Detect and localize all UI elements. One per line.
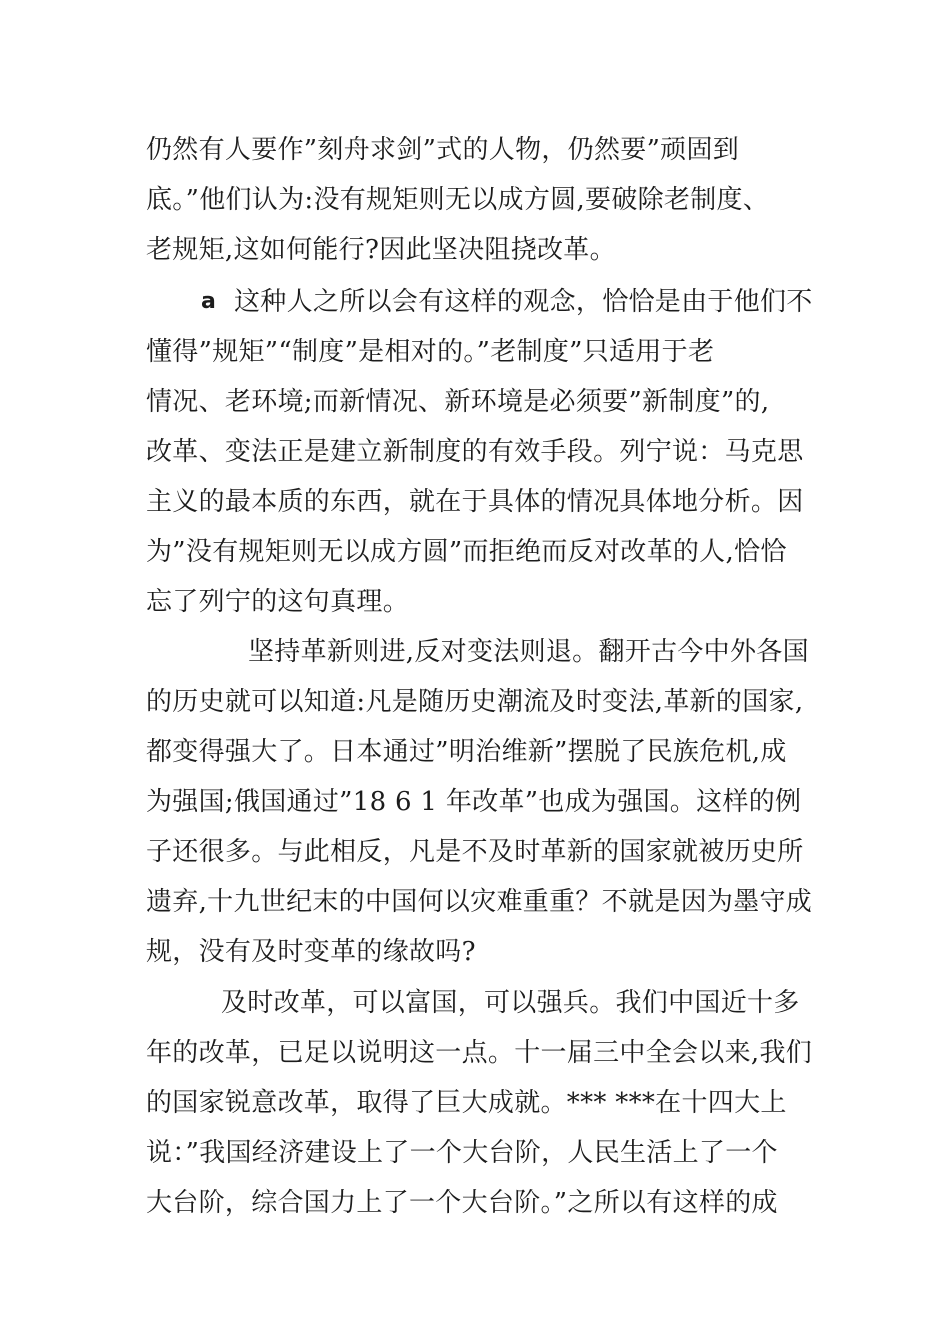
text-line: 及时改革，可以富国，可以强兵。我们中国近十多 <box>221 988 800 1018</box>
text-line: 年的改革，已足以说明这一点。十一届三中全会以来,我们 <box>146 1038 813 1068</box>
text-line: 大台阶，综合国力上了一个大台阶。”之所以有这样的成 <box>146 1188 778 1218</box>
text-line: 底。”他们认为:没有规矩则无以成方圆,要破除老制度、 <box>146 185 770 215</box>
text-line: 情况、老环境;而新情况、新环境是必须要”新制度”的, <box>146 387 770 417</box>
text-line: 都变得强大了。日本通过”明治维新”摆脱了民族危机,成 <box>146 737 787 767</box>
text-line: 子还很多。与此相反，凡是不及时革新的国家就被历史所 <box>146 837 804 867</box>
text-line: 坚持革新则进,反对变法则退。翻开古今中外各国 <box>248 637 809 667</box>
text-line: 主义的最本质的东西，就在于具体的情况具体地分析。因 <box>146 487 804 517</box>
text-line: 改革、变法正是建立新制度的有效手段。列宁说：马克思 <box>146 437 804 467</box>
text-line: 懂得”规矩”“制度”是相对的。”老制度”只适用于老 <box>146 337 715 367</box>
paragraph-marker: a <box>201 289 216 314</box>
text-line: 忘了列宁的这句真理。 <box>146 587 410 617</box>
text-line: 规，没有及时变革的缘故吗? <box>146 937 476 967</box>
text-line: 为强国;俄国通过”18 6 1 年改革”也成为强国。这样的例 <box>146 787 802 817</box>
text-line: 的历史就可以知道:凡是随历史潮流及时变法,革新的国家, <box>146 687 804 717</box>
text-line: 为”没有规矩则无以成方圆”而拒绝而反对改革的人,恰恰 <box>146 537 787 567</box>
text-line: 遗弃,十九世纪末的中国何以灾难重重？不就是因为墨守成 <box>146 887 813 917</box>
text-line: 仍然有人要作”刻舟求剑”式的人物，仍然要”顽固到 <box>146 135 740 165</box>
text-line: 的国家锐意改革，取得了巨大成就。*** ***在十四大上 <box>146 1088 787 1118</box>
text-line: 老规矩,这如何能行?因此坚决阻挠改革。 <box>146 235 616 265</box>
text-line: 说：”我国经济建设上了一个大台阶，人民生活上了一个 <box>146 1138 778 1168</box>
text-line: 这种人之所以会有这样的观念，恰恰是由于他们不 <box>234 287 813 317</box>
